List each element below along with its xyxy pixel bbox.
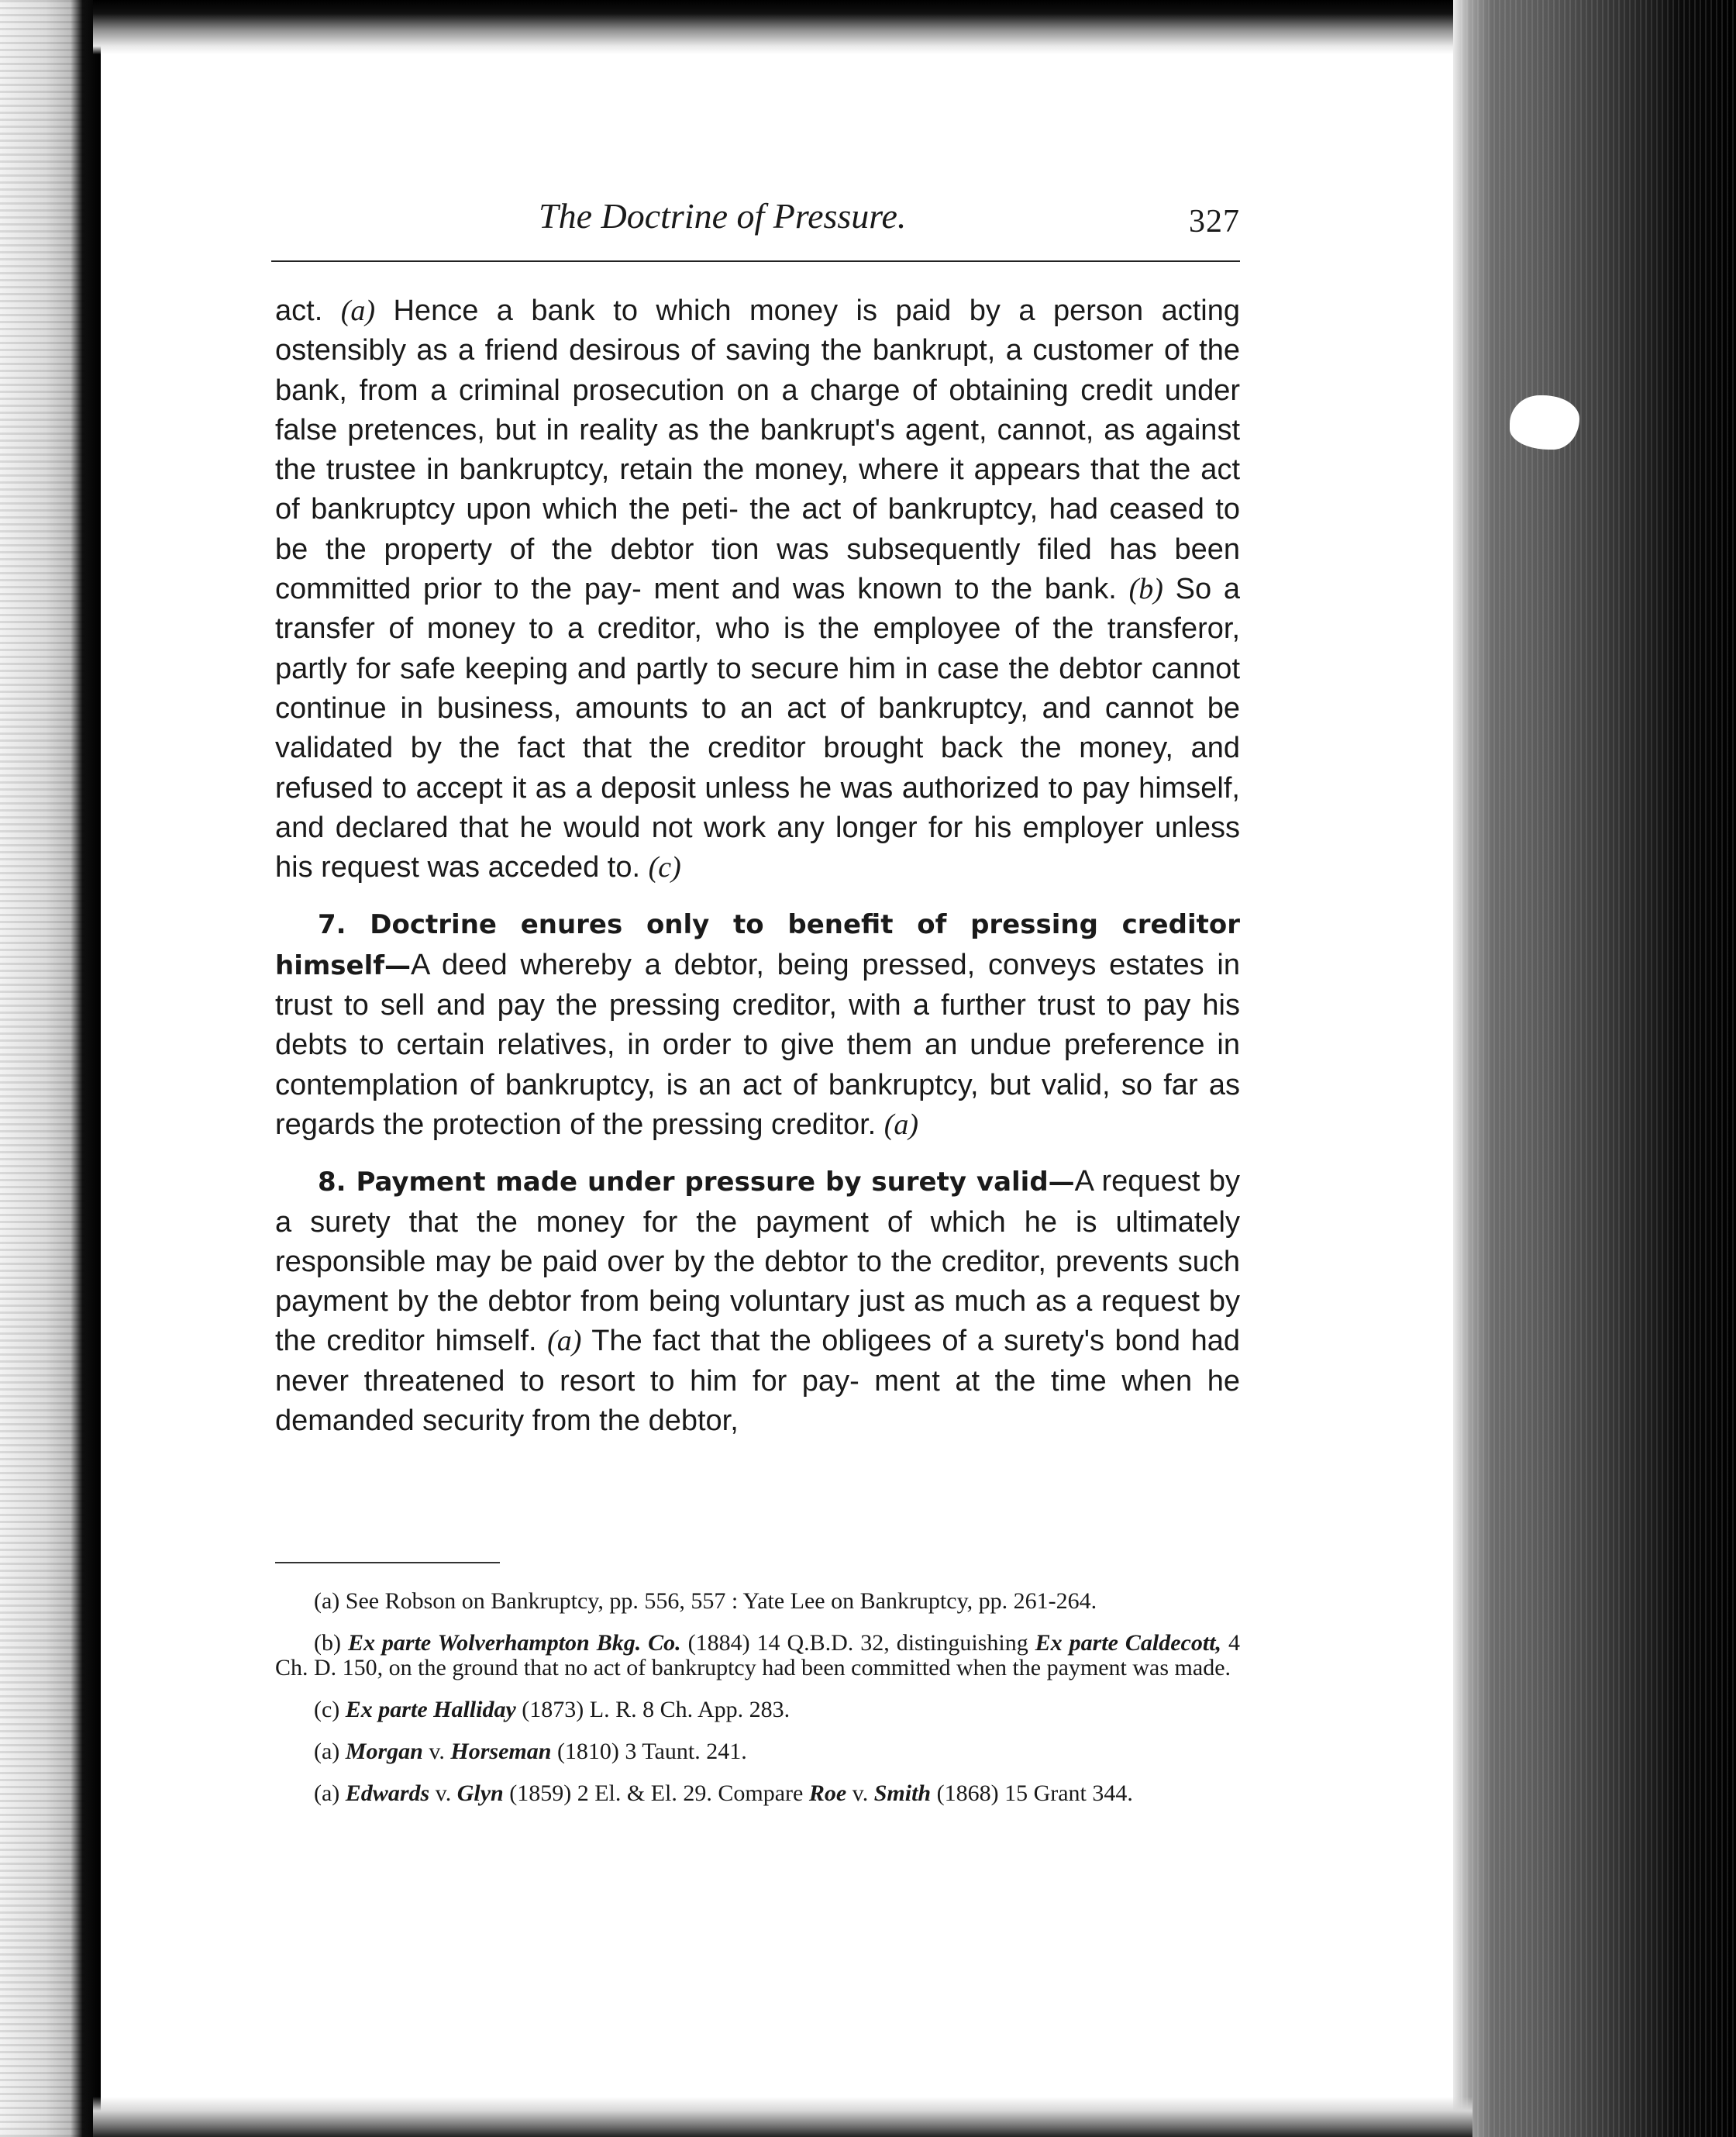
running-title: The Doctrine of Pressure. bbox=[539, 196, 907, 236]
fn4-v: v. bbox=[422, 1739, 451, 1764]
p1-text-2: Hence a bank to which money is paid by a person acting ostensibly as a friend desirous of saving the bankrupt, a customer of the bank, from a criminal prosecution on a charge of obtaining credit under false pretences, but in reality as the bankrupt's agent, cannot, as against the trustee in bankruptcy, retain the money, where it appears that the act of bankruptcy upon which the peti- the act of bankruptcy, had ceased to be the property of the debtor tion was subsequently filed has been committed prior to the pay- ment and was known to the bank. bbox=[275, 295, 1240, 606]
fn4-party-2: Horseman bbox=[450, 1739, 552, 1764]
p2-ref-a: (a) bbox=[884, 1108, 919, 1141]
fn2-text-1: (1884) 14 Q.B.D. 32, distinguishing bbox=[680, 1630, 1035, 1656]
body-text bbox=[275, 291, 1240, 1441]
fn2-mark: (b) bbox=[314, 1630, 341, 1656]
p1-ref-c: (c) bbox=[648, 851, 681, 884]
footnote-4 bbox=[275, 1739, 1240, 1764]
fn5-party-2: Glyn bbox=[456, 1780, 504, 1806]
p1-text-1: act. bbox=[275, 295, 341, 327]
fn4-mark: (a) bbox=[314, 1739, 340, 1764]
fn5-v-1: v. bbox=[429, 1780, 457, 1806]
fn2-case-2: Ex parte Caldecott, bbox=[1035, 1630, 1222, 1656]
fn4-party-1: Morgan bbox=[345, 1739, 423, 1764]
section-8-heading: 8. Payment made under pressure by surety valid— bbox=[318, 1167, 1075, 1198]
p3-text-2: The fact that the obligees of a surety's bond had never threatened to resort to him for pay- ment at the time when he demanded security from the debtor, bbox=[275, 1325, 1240, 1438]
header-rule bbox=[271, 260, 1240, 262]
p2-text-1: A deed whereby a debtor, being pressed, conveys estates in trust to sell and pay the pressing creditor, with a further trust to pay his debts to certain relatives, in order to give them an undue preference in contemplation of bankruptcy, is an act of bankruptcy, but valid, so far as regards the protection of the pressing creditor. bbox=[275, 948, 1240, 1141]
page-number: 327 bbox=[1189, 204, 1240, 240]
fn2-case-1: Ex parte Wolverhampton Bkg. Co. bbox=[347, 1630, 681, 1656]
fn5-v-2: v. bbox=[846, 1780, 874, 1806]
fn5-text-1: (1859) 2 El. & El. 29. Compare bbox=[503, 1780, 809, 1806]
fn4-text: (1810) 3 Taunt. 241. bbox=[551, 1739, 747, 1764]
p1-ref-b: (b) bbox=[1128, 573, 1163, 606]
fn1-text: See Robson on Bankruptcy, pp. 556, 557 : Yate Lee on Bankruptcy, pp. 261-264. bbox=[339, 1588, 1097, 1614]
footnote-rule bbox=[275, 1562, 500, 1563]
fn3-case: Ex parte Halliday bbox=[345, 1697, 516, 1722]
fn5-mark: (a) bbox=[314, 1780, 340, 1806]
footnote-5 bbox=[275, 1781, 1240, 1806]
paper-hole bbox=[1510, 395, 1579, 450]
fn5-party-4: Smith bbox=[873, 1780, 932, 1806]
footnote-2 bbox=[275, 1631, 1240, 1680]
footnotes bbox=[275, 1589, 1240, 1823]
p1-text-3: So a transfer of money to a creditor, who is the employee of the transferor, partly for safe keeping and partly to secure him in case the debtor cannot continue in business, amounts to an act of bankruptcy, and cannot be validated by the fact that the creditor brought back the money, and refused to accept it as a deposit unless he was authorized to pay himself, and declared that he would not work any longer for his employer unless his request was acceded to. bbox=[275, 573, 1240, 884]
p1-ref-a: (a) bbox=[340, 295, 376, 327]
footnote-3 bbox=[275, 1698, 1240, 1722]
scan-bottom-edge bbox=[93, 2097, 1472, 2137]
footnote-1 bbox=[275, 1589, 1240, 1614]
paragraph-2 bbox=[275, 905, 1240, 1145]
paragraph-3 bbox=[275, 1162, 1240, 1441]
scan-top-edge bbox=[93, 0, 1472, 54]
section-7-heading: 7. Doctrine enures only to benefit of pressing creditor himself— bbox=[275, 909, 1240, 981]
fn2-text-2: 4 Ch. D. 150, on the ground that no act of bankruptcy had been committed when the payment was made. bbox=[275, 1630, 1240, 1680]
fn1-mark: (a) bbox=[314, 1588, 340, 1614]
scan-right-noise bbox=[1461, 0, 1736, 2137]
page-header bbox=[271, 195, 1240, 257]
scan-left-noise bbox=[0, 0, 85, 2137]
fn5-text-2: (1868) 15 Grant 344. bbox=[931, 1780, 1133, 1806]
fn5-party-3: Roe bbox=[808, 1780, 847, 1806]
p3-text-1: A request by a surety that the money for the payment of which he is ultimately responsible may be paid over by the debtor to the creditor, prevents such payment by the debtor from being voluntary just as much as a request by the creditor himself. bbox=[275, 1165, 1240, 1358]
fn3-text: (1873) L. R. 8 Ch. App. 283. bbox=[515, 1697, 790, 1722]
fn5-party-1: Edwards bbox=[345, 1780, 430, 1806]
paragraph-1 bbox=[275, 291, 1240, 888]
fn3-mark: (c) bbox=[314, 1697, 340, 1722]
p3-ref-a: (a) bbox=[547, 1325, 582, 1358]
